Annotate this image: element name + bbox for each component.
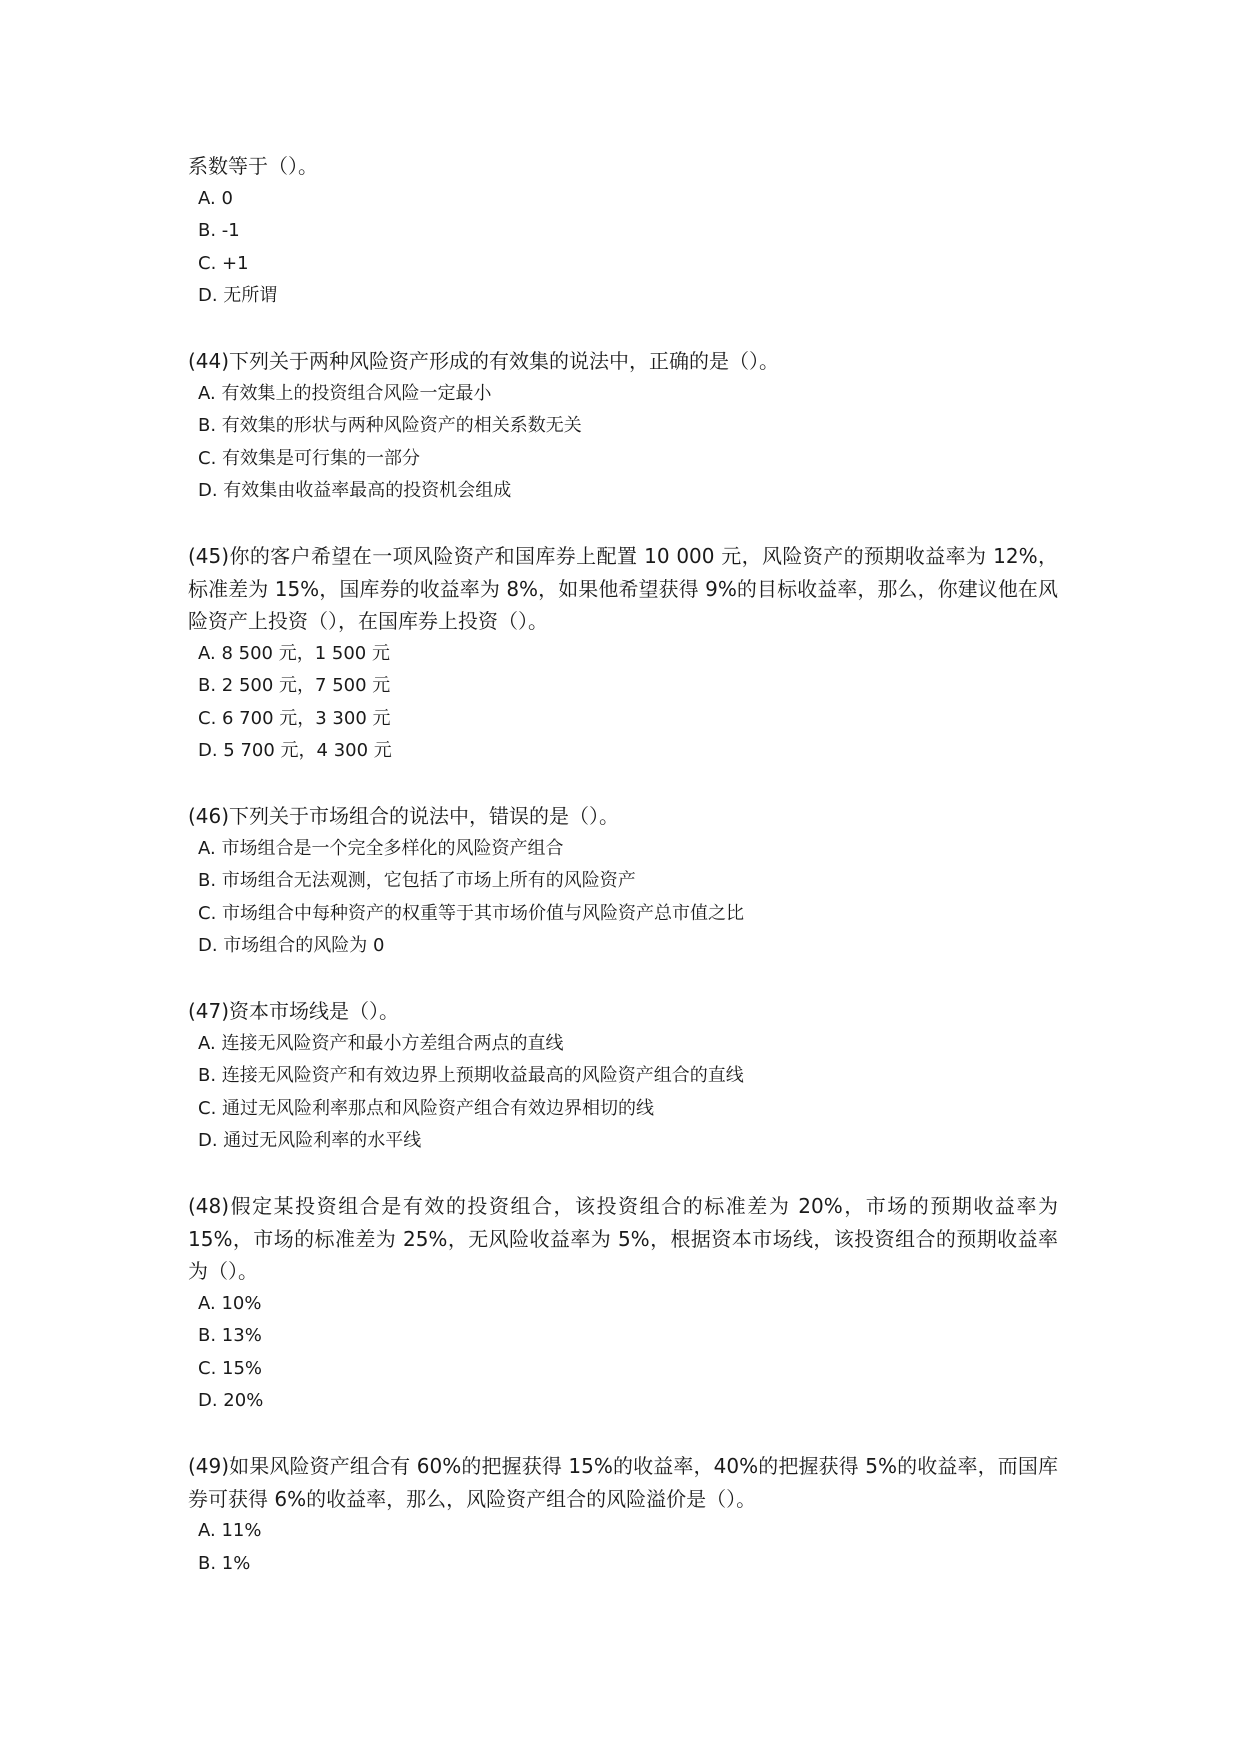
option-list bbox=[188, 1288, 1058, 1418]
question-stem: (46)下列关于市场组合的说法中，错误的是（）。 bbox=[188, 804, 620, 828]
question-list bbox=[188, 150, 1058, 1580]
option-a: A. 0 bbox=[198, 187, 233, 209]
option-list bbox=[188, 638, 1058, 768]
option-a: A. 连接无风险资产和最小方差组合两点的直线 bbox=[198, 1032, 564, 1054]
option-list bbox=[188, 1515, 1058, 1580]
question-block bbox=[188, 540, 1058, 768]
option-c: C. +1 bbox=[198, 252, 249, 274]
option-c: C. 15% bbox=[198, 1357, 263, 1379]
question-block bbox=[188, 1190, 1058, 1418]
option-d: D. 5 700 元，4 300 元 bbox=[198, 740, 392, 761]
option-b: B. 市场组合无法观测，它包括了市场上所有的风险资产 bbox=[198, 870, 636, 891]
question-block bbox=[188, 800, 1058, 963]
option-c: C. 市场组合中每种资产的权重等于其市场价值与风险资产总市值之比 bbox=[198, 902, 745, 924]
spacer bbox=[188, 508, 1058, 541]
spacer bbox=[188, 1418, 1058, 1451]
option-a: A. 8 500 元，1 500 元 bbox=[198, 642, 390, 664]
question-block bbox=[188, 1450, 1058, 1580]
spacer bbox=[188, 963, 1058, 996]
option-a: A. 有效集上的投资组合风险一定最小 bbox=[198, 382, 492, 404]
question-stem: (48)假定某投资组合是有效的投资组合，该投资组合的标准差为 20%，市场的预期收益率为 15%，市场的标准差为 25%，无风险收益率为 5%，根据资本市场线，该投资组合的预期收益率为（）。 bbox=[188, 1194, 1058, 1283]
question-stem: (49)如果风险资产组合有 60%的把握获得 15%的收益率，40%的把握获得 5%的收益率，而国库券可获得 6%的收益率，那么，风险资产组合的风险溢价是（）。 bbox=[188, 1454, 1058, 1511]
option-c: C. 通过无风险利率那点和风险资产组合有效边界相切的线 bbox=[198, 1097, 655, 1119]
question-stem: 系数等于（）。 bbox=[188, 154, 318, 178]
option-b: B. 连接无风险资产和有效边界上预期收益最高的风险资产组合的直线 bbox=[198, 1065, 744, 1086]
question-block bbox=[188, 150, 1058, 313]
option-a: A. 11% bbox=[198, 1520, 262, 1541]
option-d: D. 20% bbox=[198, 1390, 264, 1411]
spacer bbox=[188, 1158, 1058, 1191]
option-b: B. 13% bbox=[198, 1325, 262, 1346]
option-b: B. 1% bbox=[198, 1552, 251, 1574]
option-a: A. 10% bbox=[198, 1292, 262, 1314]
option-d: D. 无所谓 bbox=[198, 285, 278, 306]
spacer bbox=[188, 768, 1058, 801]
option-a: A. 市场组合是一个完全多样化的风险资产组合 bbox=[198, 837, 564, 859]
spacer bbox=[188, 313, 1058, 346]
option-c: C. 有效集是可行集的一部分 bbox=[198, 447, 421, 469]
question-block bbox=[188, 345, 1058, 508]
option-d: D. 市场组合的风险为 0 bbox=[198, 935, 385, 956]
question-stem: (47)资本市场线是（）。 bbox=[188, 999, 400, 1023]
option-list bbox=[188, 378, 1058, 508]
question-stem: (44)下列关于两种风险资产形成的有效集的说法中，正确的是（）。 bbox=[188, 349, 780, 373]
option-list bbox=[188, 833, 1058, 963]
option-d: D. 有效集由收益率最高的投资机会组成 bbox=[198, 480, 512, 501]
option-c: C. 6 700 元，3 300 元 bbox=[198, 707, 391, 729]
option-d: D. 通过无风险利率的水平线 bbox=[198, 1130, 422, 1151]
option-list bbox=[188, 1028, 1058, 1158]
option-b: B. 2 500 元，7 500 元 bbox=[198, 675, 391, 696]
question-block bbox=[188, 995, 1058, 1158]
option-b: B. 有效集的形状与两种风险资产的相关系数无关 bbox=[198, 415, 582, 436]
option-list bbox=[188, 183, 1058, 313]
option-b: B. -1 bbox=[198, 220, 240, 241]
question-stem: (45)你的客户希望在一项风险资产和国库券上配置 10 000 元，风险资产的预期收益率为 12%，标准差为 15%，国库券的收益率为 8%，如果他希望获得 9%的目标收益率，那么，你建议他在风险资产上投资（），在国库券上投资（）。 bbox=[188, 544, 1058, 633]
